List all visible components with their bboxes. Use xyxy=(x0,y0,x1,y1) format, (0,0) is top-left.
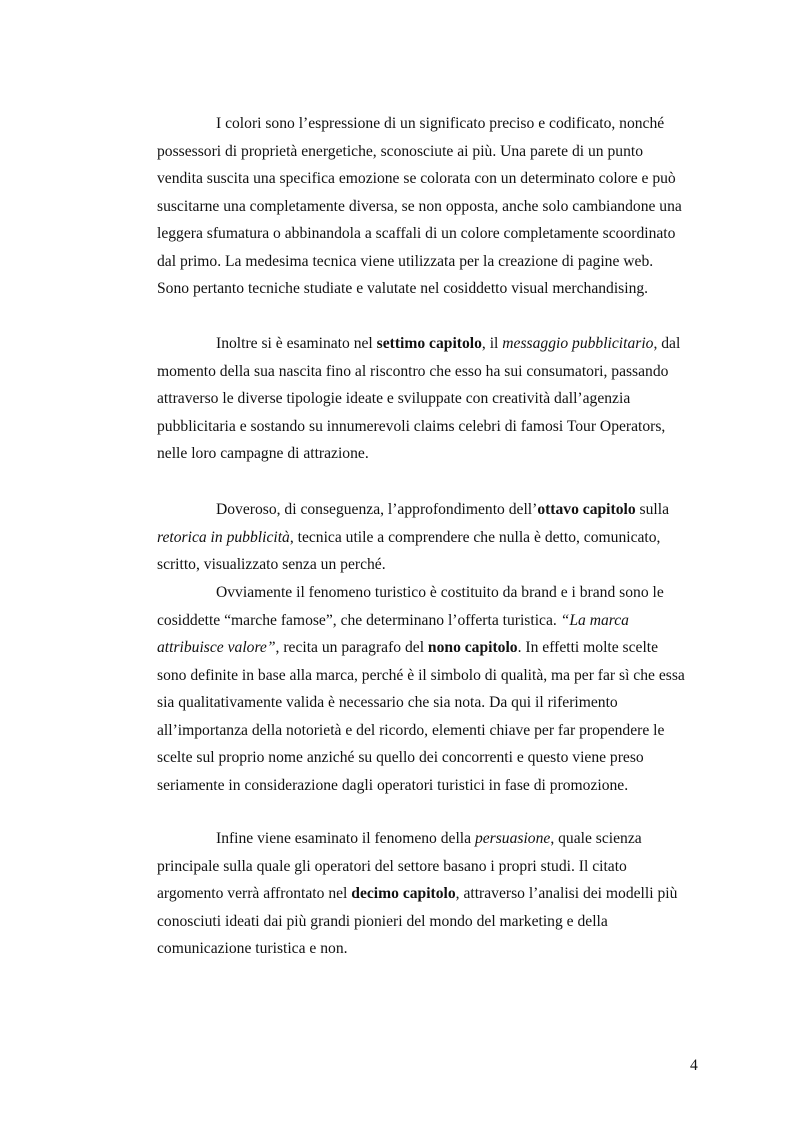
text-line xyxy=(157,749,644,767)
text-line xyxy=(157,667,685,685)
text-line xyxy=(216,335,680,353)
text-span: sia qualitativamente valida è necessario che sia nota. Da qui il riferimento xyxy=(157,694,618,711)
text-line xyxy=(157,885,677,903)
text-span: . In effetti molte scelte xyxy=(517,639,659,656)
bold-text: ottavo capitolo xyxy=(537,501,636,518)
text-line xyxy=(157,858,627,876)
text-span: , attraverso l’analisi dei modelli più xyxy=(455,885,678,902)
text-line xyxy=(216,830,642,848)
page-number: 4 xyxy=(690,1057,698,1074)
bold-text: settimo capitolo xyxy=(376,335,482,352)
text-span: possessori di proprietà energetiche, sconosciute ai più. Una parete di un punto xyxy=(157,142,644,160)
text-line xyxy=(157,445,369,463)
text-line xyxy=(216,501,669,519)
text-span: , il xyxy=(481,335,503,352)
text-span: sono definite in base alla marca, perché è il simbolo di qualità, ma per far sì che essa xyxy=(157,666,685,684)
text-line xyxy=(157,722,664,740)
text-span: pubblicitaria e sostando su innumerevoli claims celebri di famosi Tour Operators, xyxy=(157,417,666,435)
text-line xyxy=(157,225,675,243)
text-span: , dal xyxy=(653,335,681,352)
text-span: dal primo. La medesima tecnica viene utilizzata per la creazione di pagine web. xyxy=(157,252,654,270)
text-span: , tecnica utile a comprendere che nulla è detto, comunicato, xyxy=(289,528,661,546)
text-line xyxy=(157,913,608,931)
text-span: conosciuti ideati dai più grandi pionieri del mondo del marketing e della xyxy=(157,912,608,930)
text-line xyxy=(157,363,668,381)
text-span: Doveroso, di conseguenza, l’approfondimento dell’ xyxy=(216,501,538,518)
text-line xyxy=(157,940,348,958)
text-line xyxy=(216,584,664,602)
text-line xyxy=(157,170,676,188)
text-span: principale sulla quale gli operatori del settore basano i propri studi. Il citato xyxy=(157,857,627,875)
text-line xyxy=(157,612,629,630)
italic-text: attribuisce valore” xyxy=(157,639,276,656)
text-span: Sono pertanto tecniche studiate e valutate nel cosiddetto visual merchandising. xyxy=(157,280,649,297)
text-line xyxy=(157,556,386,574)
text-line xyxy=(157,253,653,271)
text-span: Ovviamente il fenomeno turistico è costituito da brand e i brand sono le xyxy=(216,584,664,601)
text-line xyxy=(157,198,682,216)
text-span: I colori sono l’espressione di un significato preciso e codificato, nonché xyxy=(216,115,665,132)
text-span: sulla xyxy=(635,501,669,518)
text-span: nelle loro campagne di attrazione. xyxy=(157,445,369,462)
bold-text: nono capitolo xyxy=(427,639,518,656)
text-span: Inoltre si è esaminato nel xyxy=(216,335,377,352)
text-line xyxy=(157,529,660,547)
text-line xyxy=(157,390,630,408)
text-span: scritto, visualizzato senza un perché. xyxy=(157,556,386,573)
text-line xyxy=(157,639,658,657)
text-span: , recita un paragrafo del xyxy=(275,639,428,656)
text-line xyxy=(157,143,643,161)
italic-text: messaggio pubblicitario xyxy=(502,335,654,352)
text-span: attraverso le diverse tipologie ideate e sviluppate con creatività dall’agenzia xyxy=(157,390,631,407)
text-line xyxy=(157,777,628,795)
text-span: momento della sua nascita fino al riscontro che esso ha sui consumatori, passando xyxy=(157,362,669,380)
text-span: vendita suscita una specifica emozione se colorata con un determinato colore e può xyxy=(157,170,676,187)
text-span: leggera sfumatura o abbinandola a scaffali di un colore completamente scoordinato xyxy=(157,225,676,242)
text-line xyxy=(157,694,618,712)
italic-text: retorica in pubblicità xyxy=(157,528,290,546)
text-span: , quale scienza xyxy=(550,830,642,847)
italic-text: persuasione xyxy=(474,830,551,847)
text-span: comunicazione turistica e non. xyxy=(157,940,348,957)
text-span: all’importanza della notorietà e del ricordo, elementi chiave per far propendere le xyxy=(157,721,665,739)
text-span: Infine viene esaminato il fenomeno della xyxy=(216,830,475,847)
text-span: argomento verrà affrontato nel xyxy=(157,885,352,902)
text-line xyxy=(157,418,665,436)
text-span: cosiddette “marche famose”, che determinano l’offerta turistica. xyxy=(157,611,561,629)
text-span: seriamente in considerazione dagli operatori turistici in fase di promozione. xyxy=(157,776,629,794)
text-span: suscitarne una completamente diversa, se non opposta, anche solo cambiandone una xyxy=(157,197,682,215)
text-line xyxy=(157,280,648,298)
text-line xyxy=(216,115,664,133)
italic-text: “La marca xyxy=(560,611,629,629)
text-span: scelte sul proprio nome anziché su quello dei concorrenti e questo viene preso xyxy=(157,749,644,766)
bold-text: decimo capitolo xyxy=(351,885,456,902)
